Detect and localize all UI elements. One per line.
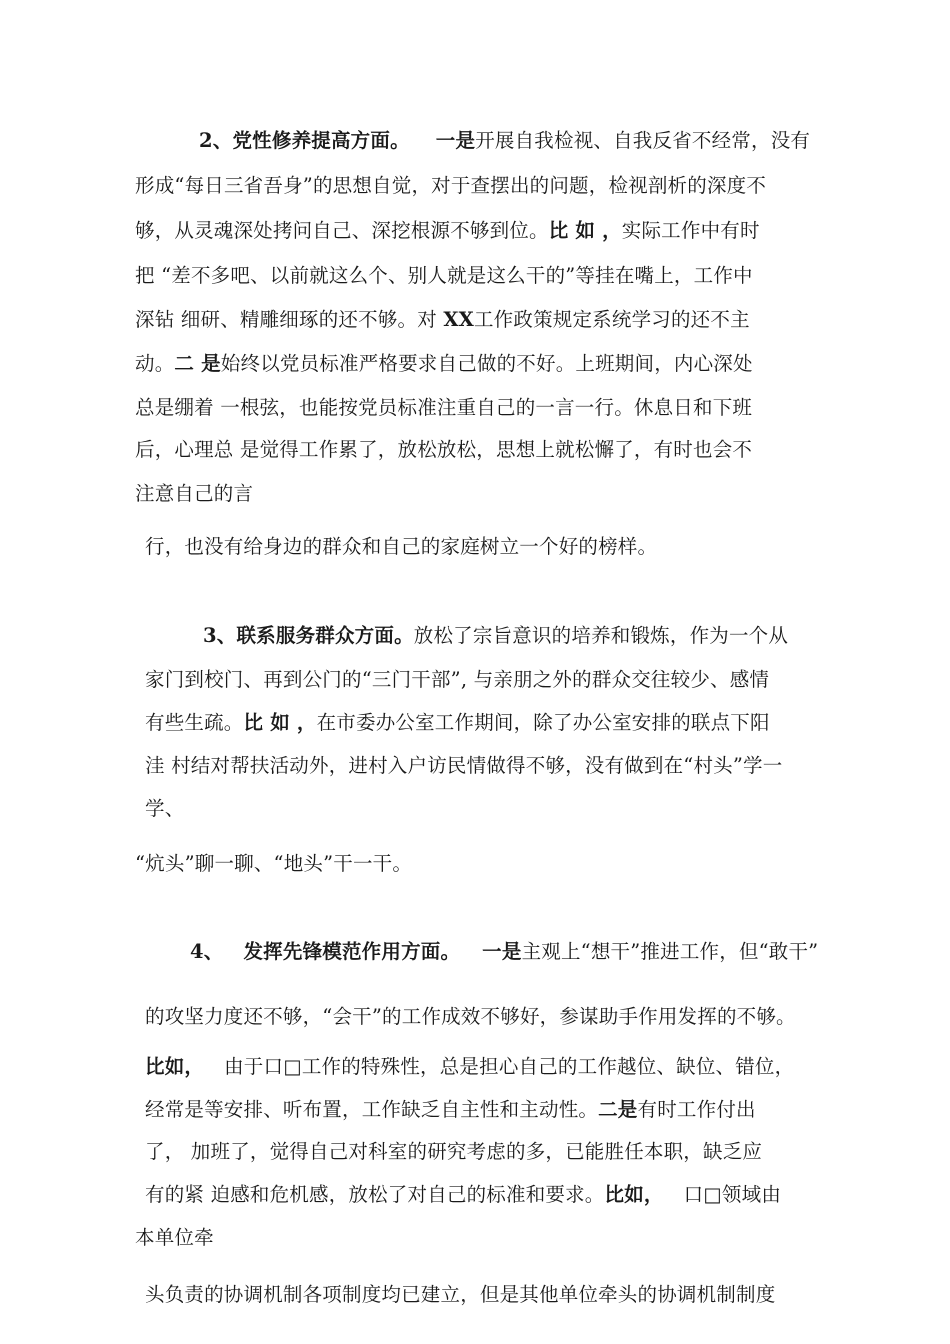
line-text: 放松了宗旨意识的培养和锻炼，作为一个从 xyxy=(413,624,789,647)
paragraph-line xyxy=(135,308,750,332)
bold-example: 比 如 ， xyxy=(243,711,317,734)
line-text: 有些生疏。 xyxy=(145,711,244,734)
line-text: 实际工作中有时 xyxy=(621,219,760,242)
bold-lead: 一是 xyxy=(482,940,522,963)
line-text: 头负责的协调机制各项制度均已建立，但是其他单位牵头的协调机制制度 xyxy=(145,1283,776,1306)
line-text: 后，心理总 是觉得工作累了，放松放松，思想上就松懈了，有时也会不 xyxy=(135,438,753,461)
paragraph-line xyxy=(135,852,412,876)
paragraph-line xyxy=(135,438,752,462)
line-text: 家门到校门、再到公门的“三门干部”, 与亲朋之外的群众交往较少、感情 xyxy=(145,668,770,691)
section-heading: 发挥先锋模范作用方面。 xyxy=(243,940,461,963)
line-text: 洼 村结对帮扶活动外，进村入户访民情做得不够，没有做到在“村头”学一 xyxy=(145,754,783,777)
line-text: 由于口□工作的特殊性，总是担心自己的工作越位、缺位、错位， xyxy=(224,1055,795,1078)
paragraph-line xyxy=(203,624,788,648)
line-text: 始终以党员标准严格要求自己做的不好。上班期间，内心深处 xyxy=(220,352,753,375)
line-text: 学、 xyxy=(145,797,185,820)
paragraph-line xyxy=(135,174,766,198)
line-text: 深钻 细研、精雕细琢的还不够。对 xyxy=(135,308,444,331)
paragraph-line xyxy=(145,1005,796,1029)
paragraph-line xyxy=(145,797,184,821)
line-text: 把 “差不多吧、以前就这么个、别人就是这么干的”等挂在嘴上，工作中 xyxy=(135,264,753,287)
bold-lead: 二是 xyxy=(598,1098,638,1121)
bold-example: 比如， xyxy=(604,1183,664,1206)
line-text: 总是绷着 一根弦，也能按党员标准注重自己的一言一行。休息日和下班 xyxy=(135,396,753,419)
paragraph-line xyxy=(135,482,253,506)
line-text: 主观上“想干”推进工作，但“敢干” xyxy=(521,940,819,963)
paragraph-line xyxy=(145,711,770,735)
line-text: 了， 加班了，觉得自己对科室的研究考虑的多，已能胜任本职，缺乏应 xyxy=(145,1140,763,1163)
section-heading: 3、联系服务群众方面。 xyxy=(203,624,414,647)
line-text: 工作政策规定系统学习的还不主 xyxy=(473,308,750,331)
paragraph-line xyxy=(145,1140,762,1164)
paragraph-line xyxy=(135,396,752,420)
paragraph-line xyxy=(145,1098,756,1122)
line-text: 本单位牵 xyxy=(135,1226,214,1249)
bold-example: 比 如 ， xyxy=(548,219,622,242)
bold-lead: 一是 xyxy=(435,129,476,152)
line-text: “炕头”聊一聊、“地头”干一干。 xyxy=(135,852,413,875)
line-text: 够，从灵魂深处拷问自己、深挖根源不够到位。 xyxy=(135,219,549,242)
paragraph-line xyxy=(145,754,782,778)
paragraph-line xyxy=(145,1055,794,1079)
line-text: 动。 xyxy=(135,352,175,375)
paragraph-line xyxy=(145,668,769,692)
paragraph-line xyxy=(135,264,753,288)
paragraph-line xyxy=(190,940,818,964)
line-text: 形成“每日三省吾身”的思想自觉，对于查摆出的问题，检视剖析的深度不 xyxy=(135,174,767,197)
paragraph-line xyxy=(145,1183,781,1207)
section-heading: 2、党性修养提高方面。 xyxy=(199,129,410,152)
line-text: 开展自我检视、自我反省不经常，没有 xyxy=(475,129,811,152)
paragraph-line xyxy=(135,1226,214,1250)
line-text: 在市委办公室工作期间，除了办公室安排的联点下阳 xyxy=(316,711,770,734)
paragraph-line xyxy=(135,219,760,243)
line-text: 经常是等安排、听布置，工作缺乏自主性和主动性。 xyxy=(145,1098,599,1121)
paragraph-line xyxy=(145,535,657,559)
line-text: 的攻坚力度还不够，“会干”的工作成效不够好，参谋助手作用发挥的不够。 xyxy=(145,1005,796,1028)
line-text: 口□领域由 xyxy=(683,1183,782,1206)
line-text: 有的紧 迫感和危机感，放松了对自己的标准和要求。 xyxy=(145,1183,605,1206)
bold-lead: 二 是 xyxy=(174,352,221,375)
paragraph-line xyxy=(145,1283,775,1307)
line-text: 有时工作付出 xyxy=(637,1098,756,1121)
bold-example: 比如， xyxy=(145,1055,205,1078)
paragraph-line xyxy=(135,352,753,376)
section-number: 4、 xyxy=(190,940,224,963)
line-text: 注意自己的言 xyxy=(135,482,254,505)
line-text: 行，也没有给身边的群众和自己的家庭树立一个好的榜样。 xyxy=(145,535,658,558)
bold-xx: XX xyxy=(443,308,474,331)
paragraph-line xyxy=(199,129,810,153)
